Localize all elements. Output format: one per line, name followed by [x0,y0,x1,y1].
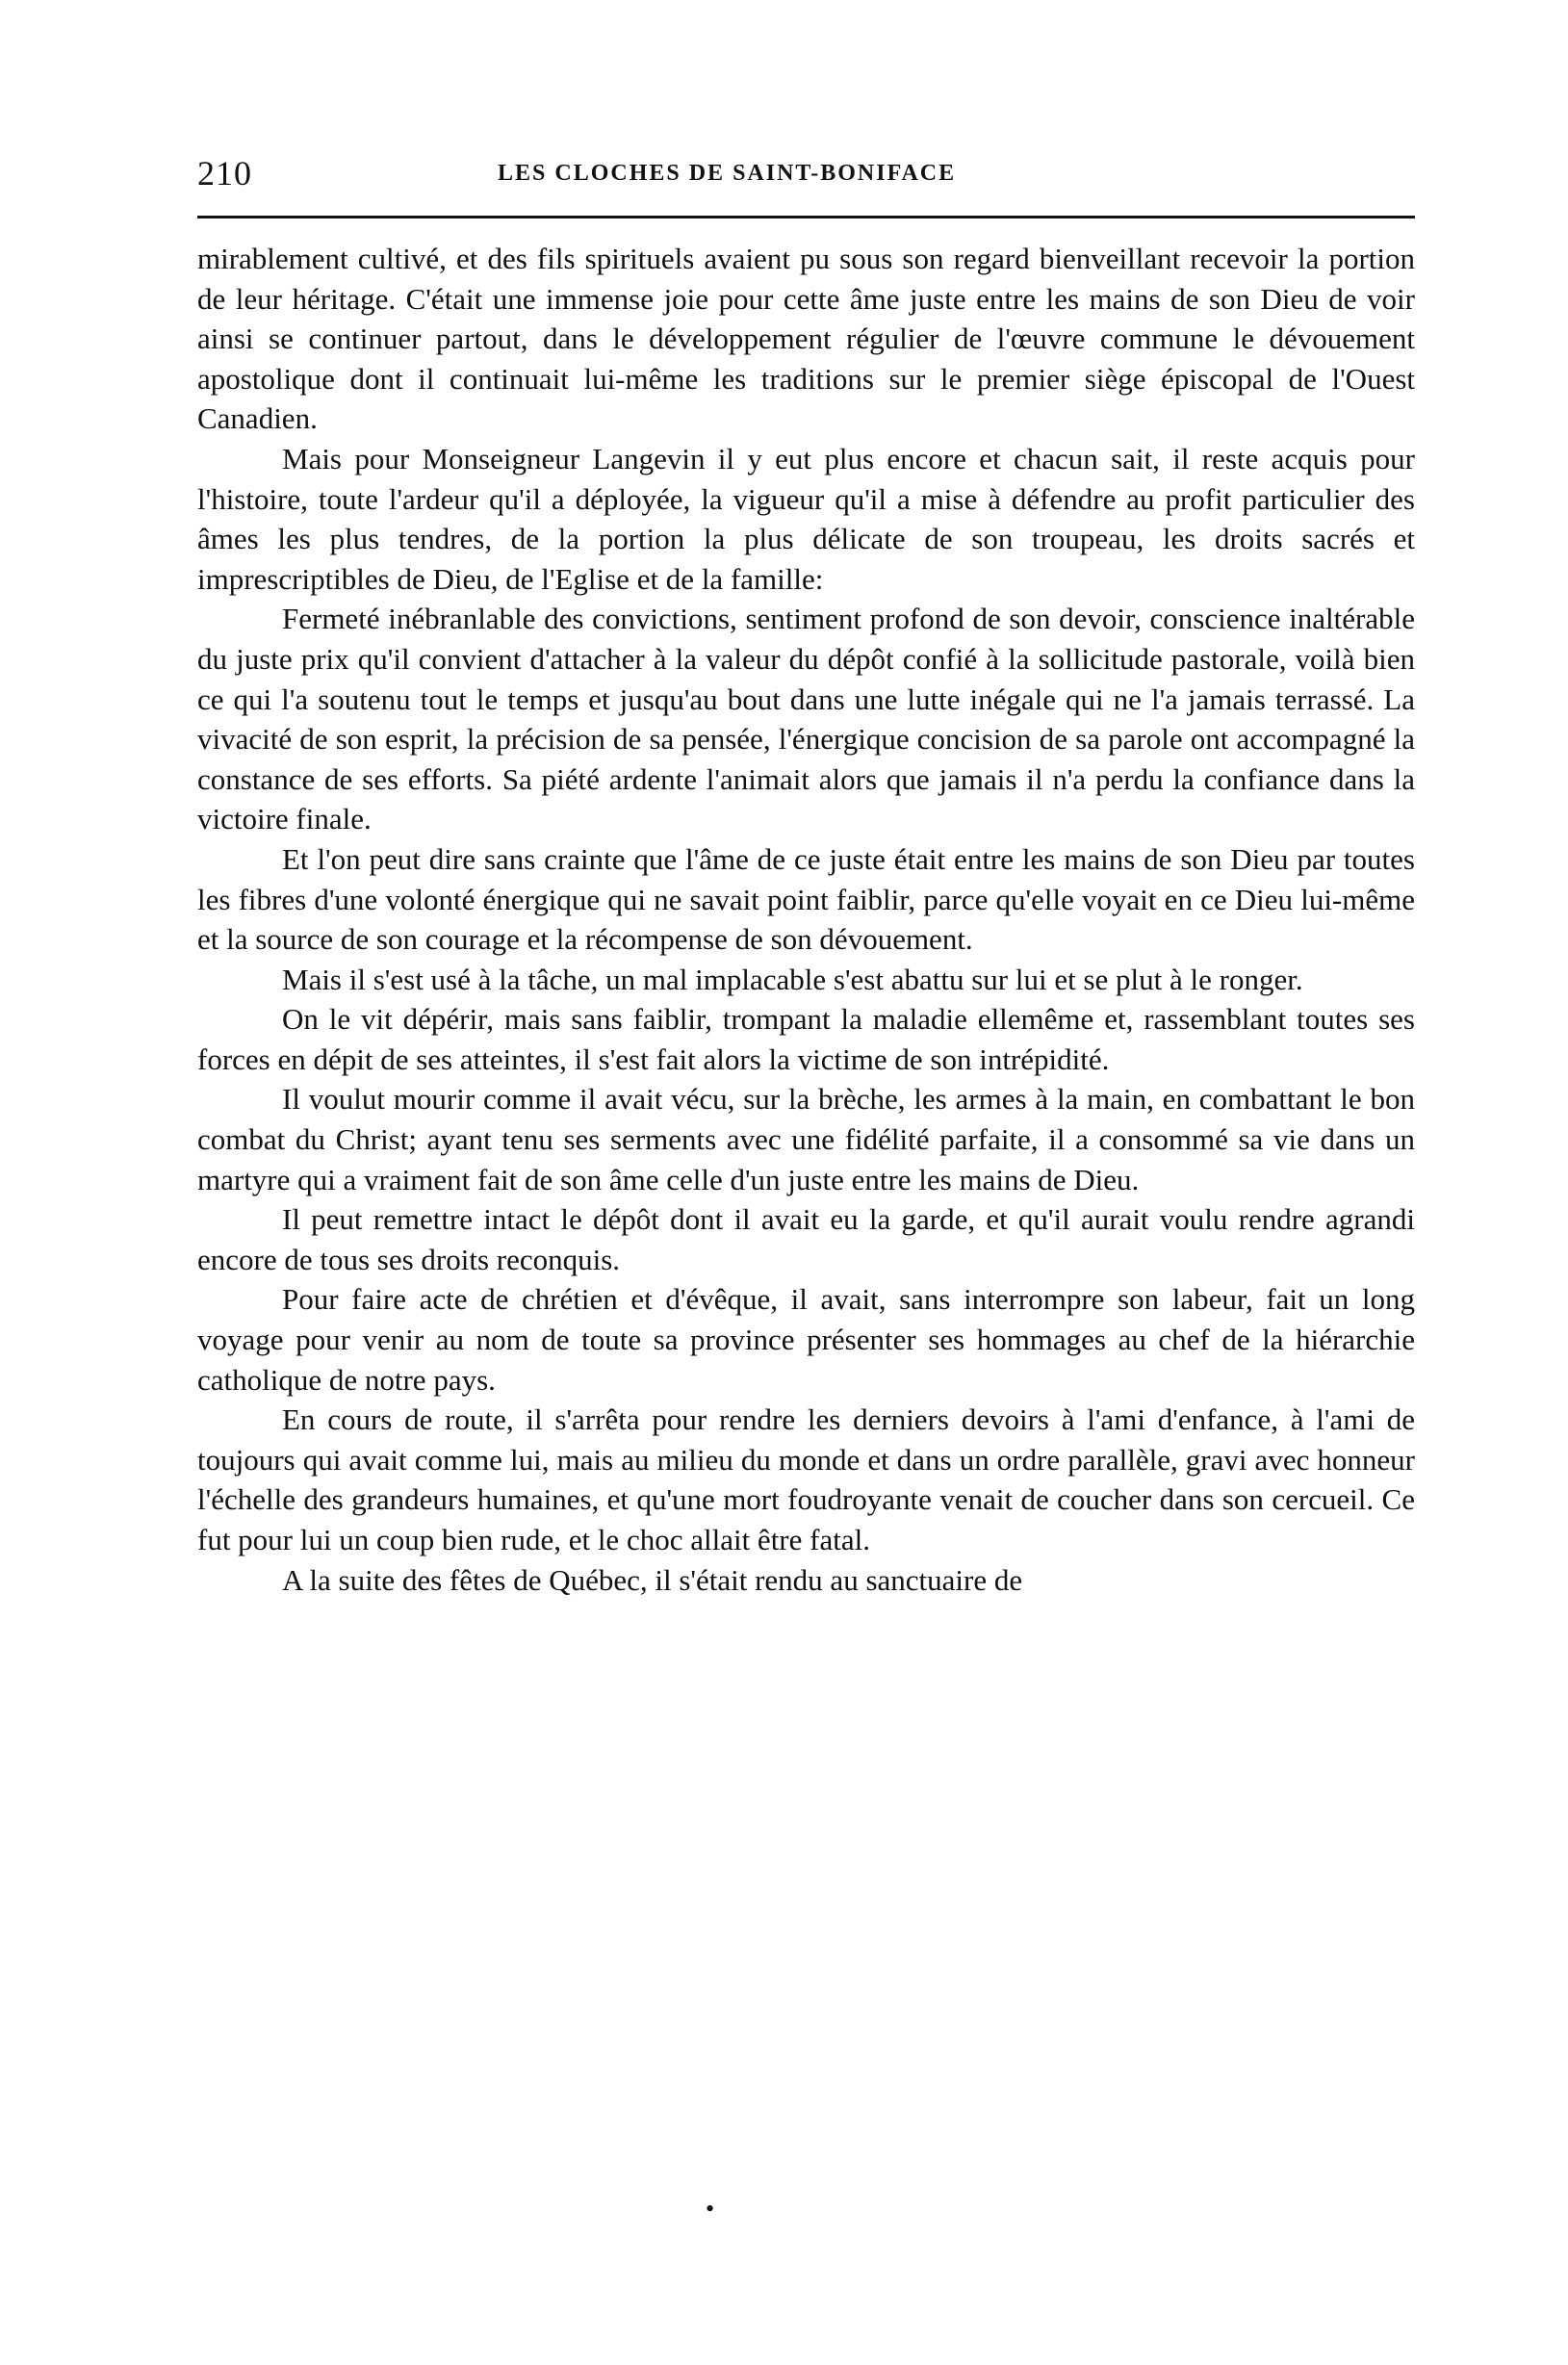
page-header [197,144,1415,202]
page-number: 210 [197,154,252,193]
paragraph: Mais il s'est usé à la tâche, un mal implacable s'est abattu sur lui et se plut à le ronger. [282,962,1303,996]
body-text [197,239,1415,1600]
paragraph: On le vit dépérir, mais sans faiblir, trompant la maladie ellemême et, rassemblant toutes ses forces en dépit de ses atteintes, il s'est fait alors la victime de son intrépidité. [197,1002,1415,1076]
paragraph: Il peut remettre intact le dépôt dont il avait eu la garde, et qu'il aurait voulu rendre agrandi encore de tous ses droits reconquis. [197,1202,1415,1276]
paragraph-continued: mirablement cultivé, et des fils spirituels avaient pu sous son regard bienveillant recevoir la portion de leur héritage. C'était une immense joie pour cette âme juste entre les mains de son Dieu de voir ainsi se continuer partout, dans le développement régulier de l'œuvre commune le dévouement apostolique dont il continuait lui-même les traditions sur le premier siège épiscopal de l'Ouest Canadien. [197,242,1415,436]
paragraph: Pour faire acte de chrétien et d'évêque, il avait, sans interrompre son labeur, fait un long voyage pour venir au nom de toute sa province présenter ses hommages au chef de la hiérarchie catholique de notre pays. [197,1282,1415,1397]
paragraph: En cours de route, il s'arrêta pour rendre les derniers devoirs à l'ami d'enfance, à l'ami de toujours qui avait comme lui, mais au milieu du monde et dans un ordre parallèle, gravi avec honneur l'échelle des grandeurs humaines, et qu'une mort foudroyante venait de coucher dans son cercueil. Ce fut pour lui un coup bien rude, et le choc allait être fatal. [197,1402,1415,1556]
paragraph: Et l'on peut dire sans crainte que l'âme de ce juste était entre les mains de son Dieu par toutes les fibres d'une volonté énergique qui ne savait point faiblir, parce qu'elle voyait en ce Dieu lui-même et la source de son courage et la récompense de son dévouement. [197,841,1415,957]
header-rule [197,216,1415,219]
footer-mark: • [706,2195,715,2223]
paragraph: Mais pour Monseigneur Langevin il y eut plus encore et chacun sait, il reste acquis pour l'histoire, toute l'ardeur qu'il a déployée, la vigueur qu'il a mise à défendre au profit particulier des âmes les plus tendres, de la portion la plus délicate de son troupeau, les droits sacrés et imprescriptibles de Dieu, de l'Eglise et de la famille: [197,441,1415,596]
paragraph: A la suite des fêtes de Québec, il s'était rendu au sanctuaire de [282,1562,1023,1597]
paragraph: Il voulut mourir comme il avait vécu, sur la brèche, les armes à la main, en combattant le bon combat du Christ; ayant tenu ses serments avec une fidélité parfaite, il a consommé sa vie dans un martyre qui a vraiment fait de son âme celle d'un juste entre les mains de Dieu. [197,1082,1415,1196]
running-head: LES CLOCHES DE SAINT-BONIFACE [498,161,957,186]
paragraph: Fermeté inébranlable des convictions, sentiment profond de son devoir, conscience inaltérable du juste prix qu'il convient d'attacher à la valeur du dépôt confié à la sollicitude pastorale, voilà bien ce qui l'a soutenu tout le temps et jusqu'au bout dans une lutte inégale qui ne l'a jamais terrassé. La vivacité de son esprit, la précision de sa pensée, l'énergique concision de sa parole ont accompagné la constance de ses efforts. Sa piété ardente l'animait alors que jamais il n'a perdu la confiance dans la victoire finale. [197,602,1415,836]
